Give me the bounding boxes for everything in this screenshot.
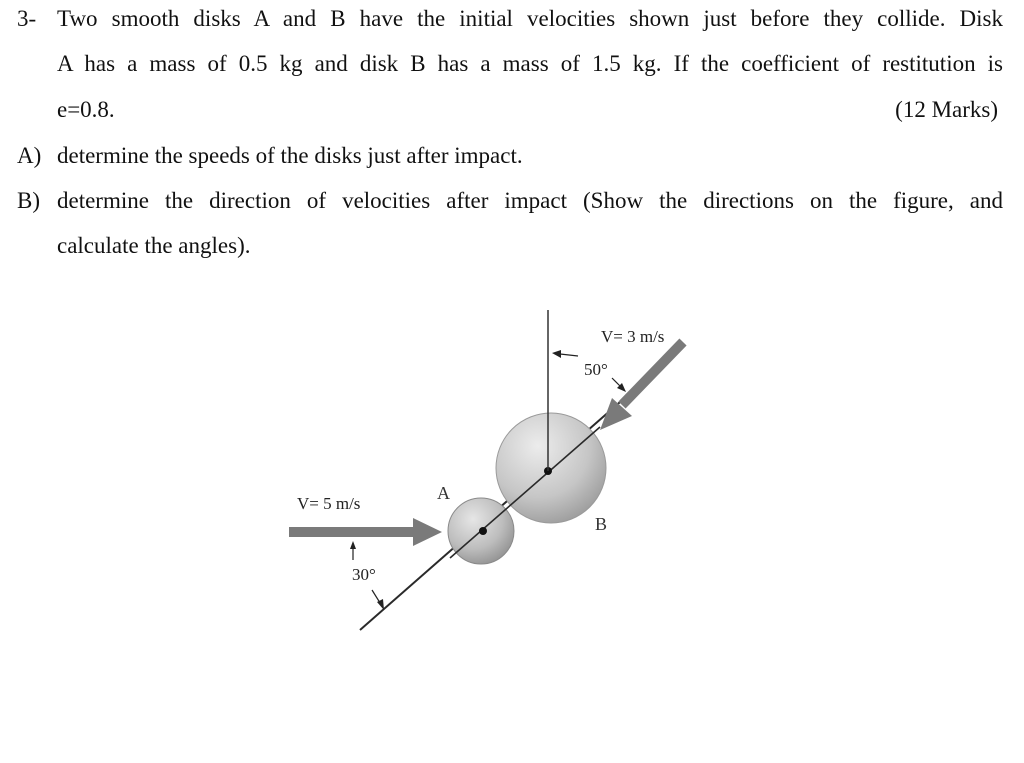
angle-a-label: 30° <box>352 565 376 584</box>
disk-b-letter: B <box>595 514 608 534</box>
part-b-text-line-2: calculate the angles). <box>57 233 251 258</box>
part-b-label: B) <box>17 188 40 213</box>
velocity-arrow-b <box>600 342 683 430</box>
disk-b <box>496 413 606 523</box>
marks-label: (12 Marks) <box>895 97 998 122</box>
question-text-line-2: A has a mass of 0.5 kg and disk B has a mass of 1.5 kg. If the coefficient of restitution is <box>57 51 1003 76</box>
disk-a-center <box>479 527 487 535</box>
part-a-label: A) <box>17 143 42 168</box>
restitution-value: e=0.8. <box>57 97 115 122</box>
angle-b-label: 50° <box>584 360 608 379</box>
disk-a-letter: A <box>437 483 450 503</box>
part-a-text: determine the speeds of the disks just after impact. <box>57 143 523 168</box>
part-b-text-line-1: determine the direction of velocities after impact (Show the directions on the figure, and <box>57 188 1003 213</box>
velocity-arrow-a <box>289 518 442 546</box>
velocity-a-label: V= 5 m/s <box>297 494 361 513</box>
question-text-line-1: Two smooth disks A and B have the initial velocities shown just before they collide. Disk <box>57 6 1003 31</box>
velocity-b-label: V= 3 m/s <box>601 327 665 346</box>
question-number: 3- <box>17 6 37 31</box>
